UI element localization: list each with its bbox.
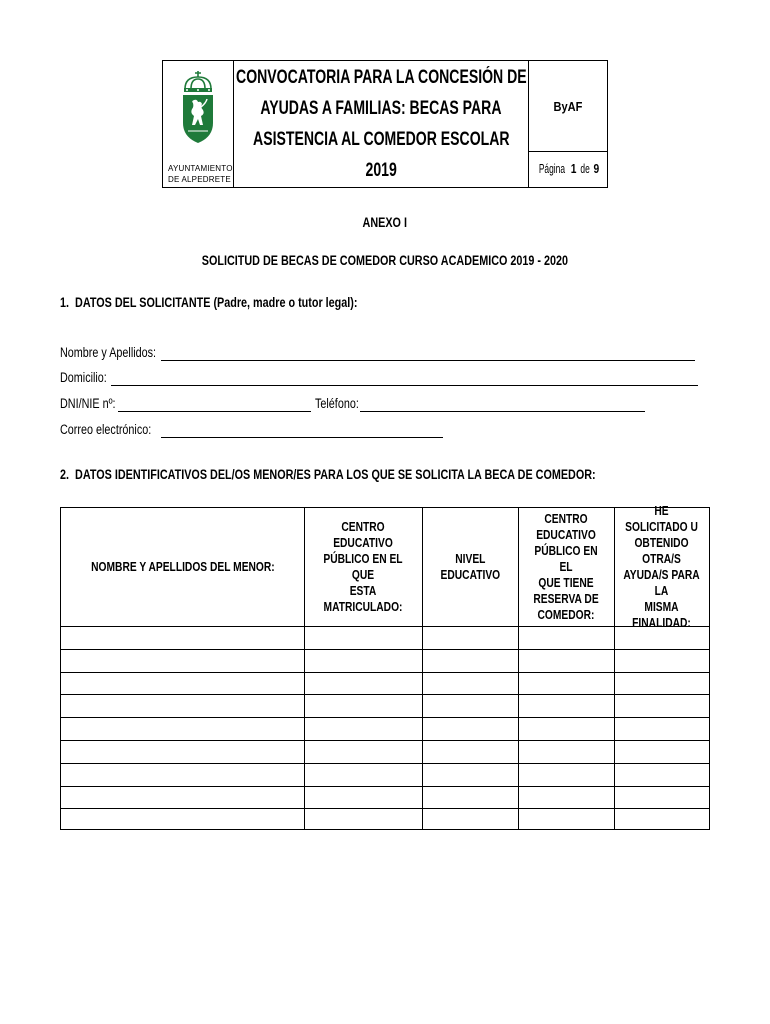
table-cell[interactable] [422,763,518,786]
header-enrolled-school-text: CENTRO EDUCATIVO PÚBLICO EN EL QUE ESTA MATRICULADO: [323,520,403,614]
document-code-text: ByAF [553,98,583,114]
phone-label: Teléfono: [315,396,359,411]
table-row [61,740,709,763]
table-cell[interactable] [614,626,709,649]
table-row [61,763,709,786]
page-of: de [580,162,591,176]
title-line-4: 2019 [365,160,397,181]
phone-field[interactable] [360,411,645,412]
table-row [61,717,709,740]
table-cell[interactable] [422,649,518,672]
table-cell[interactable] [304,786,422,809]
minors-table [60,504,710,830]
table-cell[interactable] [422,717,518,740]
table-row [61,672,709,695]
header-enrolled-school [304,508,422,626]
table-cell[interactable] [614,649,709,672]
table-cell[interactable] [422,694,518,717]
table-cell[interactable] [304,717,422,740]
table-cell[interactable] [61,672,304,695]
right-cell [529,61,607,187]
header-other-aid [614,504,709,630]
table-cell[interactable] [304,626,422,649]
header-education-level [422,508,518,626]
page-indicator [529,151,607,187]
table-cell[interactable] [61,808,304,831]
table-cell[interactable] [61,694,304,717]
logo-cell [163,61,234,187]
table-cell[interactable] [518,672,614,695]
email-field[interactable] [161,437,443,438]
header-dining-school-text: CENTRO EDUCATIVO PÚBLICO EN EL QUE TIENE RESERVA DE COMEDOR: [533,512,599,622]
annex-title-text: ANEXO I [362,215,408,230]
table-cell[interactable] [614,763,709,786]
table-cell[interactable] [304,694,422,717]
table-cell[interactable] [304,672,422,695]
coat-of-arms-logo [163,61,234,161]
table-cell[interactable] [614,740,709,763]
header-minor-name-text: NOMBRE Y APELLIDOS DEL MENOR: [90,560,275,574]
table-cell[interactable] [422,740,518,763]
table-cell[interactable] [61,740,304,763]
table-row [61,626,709,649]
table-cell[interactable] [422,786,518,809]
title-line-1: CONVOCATORIA PARA LA CONCESIÓN DE [235,67,527,88]
title-line-3: ASISTENCIA AL COMEDOR ESCOLAR [252,129,510,150]
logo-text-line1: AYUNTAMIENTO [168,164,233,173]
section2-title: DATOS IDENTIFICATIVOS DEL/OS MENOR/ES PARA LOS QUE SE SOLICITA LA BECA DE COMEDOR: [75,467,596,482]
table-cell[interactable] [61,763,304,786]
table-cell[interactable] [518,808,614,831]
table-cell[interactable] [614,786,709,809]
table-cell[interactable] [304,808,422,831]
table-cell[interactable] [518,694,614,717]
table-cell[interactable] [304,740,422,763]
table-cell[interactable] [518,717,614,740]
name-field[interactable] [161,360,695,361]
table-cell[interactable] [422,808,518,831]
table-cell[interactable] [61,649,304,672]
document-code [529,61,607,152]
table-cell[interactable] [61,717,304,740]
name-label: Nombre y Apellidos: [60,345,157,360]
table-cell[interactable] [61,626,304,649]
table-cell[interactable] [518,786,614,809]
document-header [162,60,608,188]
annex-title [0,215,770,230]
table-cell[interactable] [614,694,709,717]
email-label: Correo electrónico: [60,422,152,437]
table-cell[interactable] [61,786,304,809]
table-row [61,786,709,809]
section1-number: 1. [60,295,70,310]
table-cell[interactable] [614,808,709,831]
header-education-level-text: NIVEL EDUCATIVO [440,552,500,582]
page-total: 9 [593,162,600,176]
table-row [61,808,709,831]
dni-label: DNI/NIE nº: [60,396,116,411]
header-dining-school [518,508,614,626]
table-cell[interactable] [614,672,709,695]
table-cell[interactable] [518,740,614,763]
logo-text-line2: DE ALPEDRETE [168,175,231,184]
section2-heading [60,467,596,482]
table-row [61,649,709,672]
table-cell[interactable] [518,763,614,786]
table-cell[interactable] [614,717,709,740]
table-cell[interactable] [518,649,614,672]
form-subtitle-text: SOLICITUD DE BECAS DE COMEDOR CURSO ACADEMICO 2019 - 2020 [201,253,569,268]
table-cell[interactable] [304,649,422,672]
section1-heading [60,295,357,310]
section1-title-suffix: (Padre, madre o tutor legal): [210,295,358,310]
form-subtitle [0,253,770,268]
section2-number: 2. [60,467,70,482]
dni-field[interactable] [118,411,311,412]
address-label: Domicilio: [60,370,107,385]
table-row [61,694,709,717]
header-minor-name [61,508,304,626]
address-field[interactable] [111,385,698,386]
table-cell[interactable] [304,763,422,786]
title-line-2: AYUDAS A FAMILIAS: BECAS PARA [260,98,502,119]
header-other-aid-text: HE SOLICITADO U OBTENIDO OTRA/S AYUDA/S PARA LA MISMA FINALIDAD: [623,504,700,630]
table-cell[interactable] [422,672,518,695]
table-cell[interactable] [518,626,614,649]
title-cell [234,61,529,187]
section1-title: DATOS DEL SOLICITANTE [75,295,211,310]
table-cell[interactable] [422,626,518,649]
page-current: 1 [571,162,577,176]
page-label: Página [539,162,566,176]
